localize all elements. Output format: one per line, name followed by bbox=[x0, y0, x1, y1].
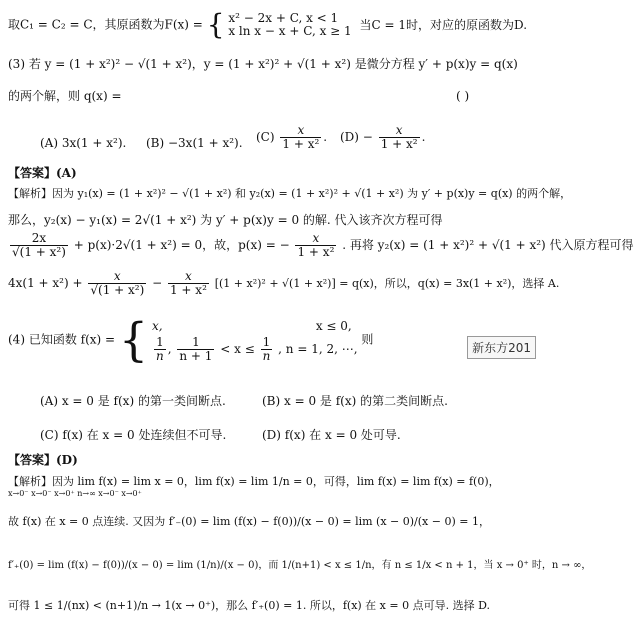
fraction bbox=[10, 232, 68, 259]
fraction bbox=[295, 232, 336, 259]
q4-option-b: (B) x = 0 是 f(x) 的第二类间断点. bbox=[262, 394, 448, 408]
explanation-4-line-1: 【解析】因为 lim f(x) = lim x = 0，lim f(x) = lim 1/n = 0，可得，lim f(x) = lim f(x) = f(0)， bbox=[8, 475, 500, 488]
explanation-4-line-3: f′₊(0) = lim (f(x) − f(0))/(x − 0) = lim (1/n)/(x − 0)，而 1/(n+1) < x ≤ 1/n，有 n ≤ 1/x < n + 1，当 x → 0⁺ 时，n → ∞， bbox=[8, 560, 592, 571]
fraction-numerator: 1 bbox=[154, 336, 166, 350]
explanation-3-line-4-start: 4x(1 + x²) + bbox=[8, 276, 83, 290]
fraction bbox=[177, 336, 214, 363]
q3-option-b: (B) −3x(1 + x²). bbox=[146, 136, 243, 150]
fraction-numerator: x bbox=[280, 124, 321, 138]
explanation-3-line-4-end: [(1 + x²)² + √(1 + x²)] = q(x)，所以，q(x) = 3x(1 + x²)，选择 A. bbox=[214, 277, 560, 290]
question-4-text: (4) 已知函数 f(x) = bbox=[8, 332, 116, 347]
fraction-numerator: 2x bbox=[10, 232, 68, 246]
fraction-numerator: x bbox=[379, 124, 420, 138]
fraction-denominator: n bbox=[262, 349, 271, 363]
case-1: x² − 2x + C, x < 1 bbox=[228, 11, 339, 25]
q3-option-d: (D) − $\frac{x}{\text{1 + x²}}$ . bbox=[340, 123, 426, 151]
fraction-numerator: x bbox=[88, 270, 146, 284]
fraction bbox=[154, 336, 166, 363]
fraction-denominator: n bbox=[156, 349, 164, 363]
q3-option-a: (A) 3x(1 + x²). bbox=[40, 136, 127, 150]
case-2: x ln x − x + C, x ≥ 1 bbox=[228, 24, 352, 38]
answer-3: 【答案】(A) bbox=[8, 166, 77, 180]
question-4 bbox=[8, 312, 374, 367]
left-brace: { bbox=[118, 312, 149, 367]
q3-option-d-label: (D) − bbox=[340, 130, 373, 144]
case-1-cond: x ≤ 0, bbox=[315, 319, 352, 333]
fraction-numerator: x bbox=[168, 270, 209, 284]
fraction-denominator: 1 + x² bbox=[169, 283, 207, 297]
question-3-line-1: (3) 若 y = (1 + x²)² − √(1 + x²)，y = (1 + x²)² + √(1 + x²) 是微分方程 y′ + p(x)y = q(x) bbox=[8, 57, 518, 71]
fraction-denominator: n + 1 bbox=[179, 349, 213, 363]
q4-option-a: (A) x = 0 是 f(x) 的第一类间断点. bbox=[40, 394, 226, 408]
explanation-3-line-3 bbox=[8, 232, 634, 259]
piecewise-cases-1 bbox=[228, 12, 351, 38]
q3-option-c-label: (C) bbox=[256, 130, 275, 144]
fraction bbox=[261, 336, 273, 363]
line-1-end: 当C = 1时，对应的原函数为D. bbox=[359, 17, 528, 32]
fraction-numerator: x bbox=[295, 232, 336, 246]
case-1-expr: x, bbox=[152, 319, 163, 333]
q4-option-d: (D) f(x) 在 x = 0 处可导. bbox=[262, 428, 401, 442]
case-2: $\frac{1}{n}$ , $\frac{1}{n + 1}$ < x ≤ $\frac{1}{n}$ , n = 1, 2, ⋯, bbox=[156, 335, 358, 363]
fraction-denominator: 1 + x² bbox=[282, 137, 320, 151]
piecewise-cases-2 bbox=[152, 316, 358, 363]
fraction bbox=[88, 270, 146, 297]
watermark-badge: 新东方201 bbox=[467, 336, 536, 359]
line-1 bbox=[8, 6, 527, 44]
question-4-then: 则 bbox=[361, 332, 374, 347]
explanation-3-line-3-text: + p(x)·2√(1 + x²) = 0，故，p(x) = − bbox=[73, 238, 290, 252]
fraction-denominator: √(1 + x²) bbox=[12, 245, 66, 259]
q4-option-c: (C) f(x) 在 x = 0 处连续但不可导. bbox=[40, 428, 227, 442]
fraction-denominator: 1 + x² bbox=[380, 137, 418, 151]
question-3-line-2: 的两个解，则 q(x) = bbox=[8, 89, 122, 103]
fraction-denominator: 1 + x² bbox=[297, 245, 335, 259]
q3-option-c: (C) $\frac{x}{\text{1 + x²}}$ . bbox=[256, 123, 328, 151]
explanation-4-line-2: 故 f(x) 在 x = 0 点连续. 又因为 f′₋(0) = lim (f(x) − f(0))/(x − 0) = lim (x − 0)/(x − 0) = 1， bbox=[8, 515, 490, 528]
explanation-3-line-4 bbox=[8, 270, 559, 297]
explanation-4-line-1-subscripts: x→0⁻ x→0⁻ x→0⁺ n→∞ x→0⁻ x→0⁺ bbox=[8, 489, 142, 498]
fraction-numerator: 1 bbox=[177, 336, 214, 350]
fraction-numerator: 1 bbox=[261, 336, 273, 350]
explanation-4-line-4: 可得 1 ≤ 1/(nx) < (n+1)/n → 1(x → 0⁺)，那么 f′₊(0) = 1. 所以，f(x) 在 x = 0 点可导. 选择 D. bbox=[8, 599, 491, 612]
line-1-text: 取C₁ = C₂ = C，其原函数为F(x) = bbox=[8, 17, 207, 32]
question-3-paren: ( ) bbox=[456, 89, 470, 103]
case-1 bbox=[152, 316, 358, 336]
explanation-3-line-4-minus: − bbox=[152, 276, 163, 290]
explanation-3-line-3-end: . 再将 y₂(x) = (1 + x²)² + √(1 + x²) 代入原方程可得 bbox=[342, 238, 634, 252]
case-2-end: , n = 1, 2, ⋯, bbox=[278, 342, 358, 356]
fraction-denominator: √(1 + x²) bbox=[90, 283, 145, 297]
q3-option-c-fraction bbox=[280, 124, 321, 151]
left-brace: { bbox=[206, 8, 225, 41]
q3-option-d-fraction bbox=[379, 124, 420, 151]
explanation-3-line-1: 【解析】因为 y₁(x) = (1 + x²)² − √(1 + x²) 和 y₂(x) = (1 + x²)² + √(1 + x²) 为 y′ + p(x)y = q(x) 的两个解， bbox=[8, 187, 572, 200]
fraction bbox=[168, 270, 209, 297]
case-2-mid: < x ≤ bbox=[220, 342, 255, 356]
answer-4: 【答案】(D) bbox=[8, 453, 78, 467]
explanation-3-line-2: 那么，y₂(x) − y₁(x) = 2√(1 + x²) 为 y′ + p(x)y = 0 的解. 代入该齐次方程可得 bbox=[8, 213, 443, 227]
